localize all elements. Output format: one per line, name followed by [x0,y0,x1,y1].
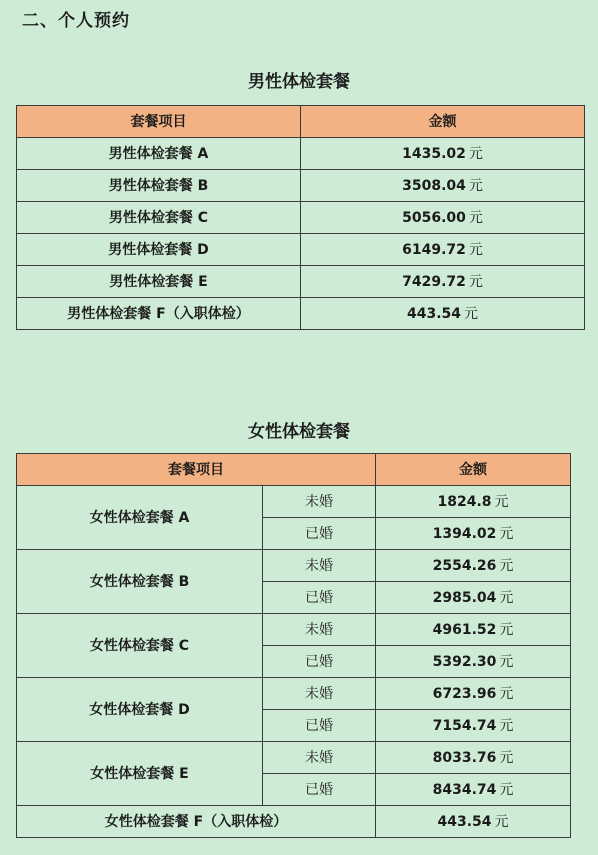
price-unit: 元 [468,273,483,290]
table-row [17,266,585,298]
marital-status: 未婚 [263,486,376,518]
package-price [301,138,585,170]
male-package-table [16,105,585,330]
table-header-row [17,454,571,486]
section-heading: 二、个人预约 [22,11,130,31]
package-name: 男性体检套餐 F（入职体检） [17,298,301,330]
price-amount: 5056.00 [402,209,466,226]
package-name: 男性体检套餐 A [17,138,301,170]
marital-status: 未婚 [263,550,376,582]
price-unit: 元 [494,493,509,510]
package-price [376,806,571,838]
package-price [376,646,571,678]
package-price [376,486,571,518]
package-price [376,742,571,774]
package-price [376,614,571,646]
column-header-amount: 金额 [301,106,585,138]
marital-status: 未婚 [263,678,376,710]
price-amount: 4961.52 [432,621,497,638]
package-price [376,550,571,582]
table-row [17,806,571,838]
table-row [17,298,585,330]
price-amount: 2985.04 [432,589,497,606]
marital-status: 未婚 [263,742,376,774]
price-unit: 元 [468,241,483,258]
price-amount: 5392.30 [432,653,497,670]
package-price [301,298,585,330]
price-amount: 1394.02 [432,525,497,542]
marital-status: 已婚 [263,582,376,614]
column-header-item: 套餐项目 [17,454,376,486]
price-amount: 1824.8 [437,493,492,510]
package-name: 男性体检套餐 E [17,266,301,298]
price-unit: 元 [468,209,483,226]
price-amount: 7154.74 [432,717,497,734]
price-amount: 6149.72 [402,241,466,258]
package-name: 男性体检套餐 B [17,170,301,202]
package-price [301,170,585,202]
price-unit: 元 [499,781,514,798]
price-amount: 7429.72 [402,273,466,290]
package-name: 男性体检套餐 C [17,202,301,234]
table-row [17,486,571,518]
female-package-title: 女性体检套餐 [248,422,350,442]
package-name: 女性体检套餐 C [17,614,263,678]
marital-status: 已婚 [263,646,376,678]
price-amount: 8033.76 [432,749,497,766]
package-price [376,710,571,742]
price-amount: 3508.04 [402,177,466,194]
table-row [17,614,571,646]
price-unit: 元 [494,813,509,830]
table-row [17,138,585,170]
package-name: 男性体检套餐 D [17,234,301,266]
price-amount: 2554.26 [432,557,497,574]
table-row [17,678,571,710]
table-row [17,234,585,266]
price-unit: 元 [468,177,483,194]
price-unit: 元 [499,589,514,606]
price-unit: 元 [468,145,483,162]
column-header-item: 套餐项目 [17,106,301,138]
price-amount: 1435.02 [402,145,466,162]
table-row [17,550,571,582]
package-price [376,774,571,806]
package-name: 女性体检套餐 A [17,486,263,550]
price-unit: 元 [499,525,514,542]
package-price [376,678,571,710]
package-name: 女性体检套餐 F（入职体检） [17,806,376,838]
column-header-amount: 金额 [376,454,571,486]
price-unit: 元 [499,685,514,702]
price-amount: 6723.96 [432,685,497,702]
price-unit: 元 [499,557,514,574]
price-amount: 443.54 [406,305,462,322]
marital-status: 已婚 [263,774,376,806]
price-unit: 元 [464,305,479,322]
price-unit: 元 [499,653,514,670]
table-row [17,202,585,234]
package-price [301,266,585,298]
marital-status: 已婚 [263,710,376,742]
package-name: 女性体检套餐 D [17,678,263,742]
package-price [301,234,585,266]
male-package-title: 男性体检套餐 [248,72,350,92]
marital-status: 已婚 [263,518,376,550]
female-package-table [16,453,571,838]
package-name: 女性体检套餐 B [17,550,263,614]
package-name: 女性体检套餐 E [17,742,263,806]
package-price [301,202,585,234]
package-price [376,518,571,550]
price-unit: 元 [499,621,514,638]
table-header-row [17,106,585,138]
price-unit: 元 [499,717,514,734]
price-amount: 8434.74 [432,781,497,798]
package-price [376,582,571,614]
table-row [17,742,571,774]
price-unit: 元 [499,749,514,766]
table-row [17,170,585,202]
price-amount: 443.54 [437,813,492,830]
marital-status: 未婚 [263,614,376,646]
